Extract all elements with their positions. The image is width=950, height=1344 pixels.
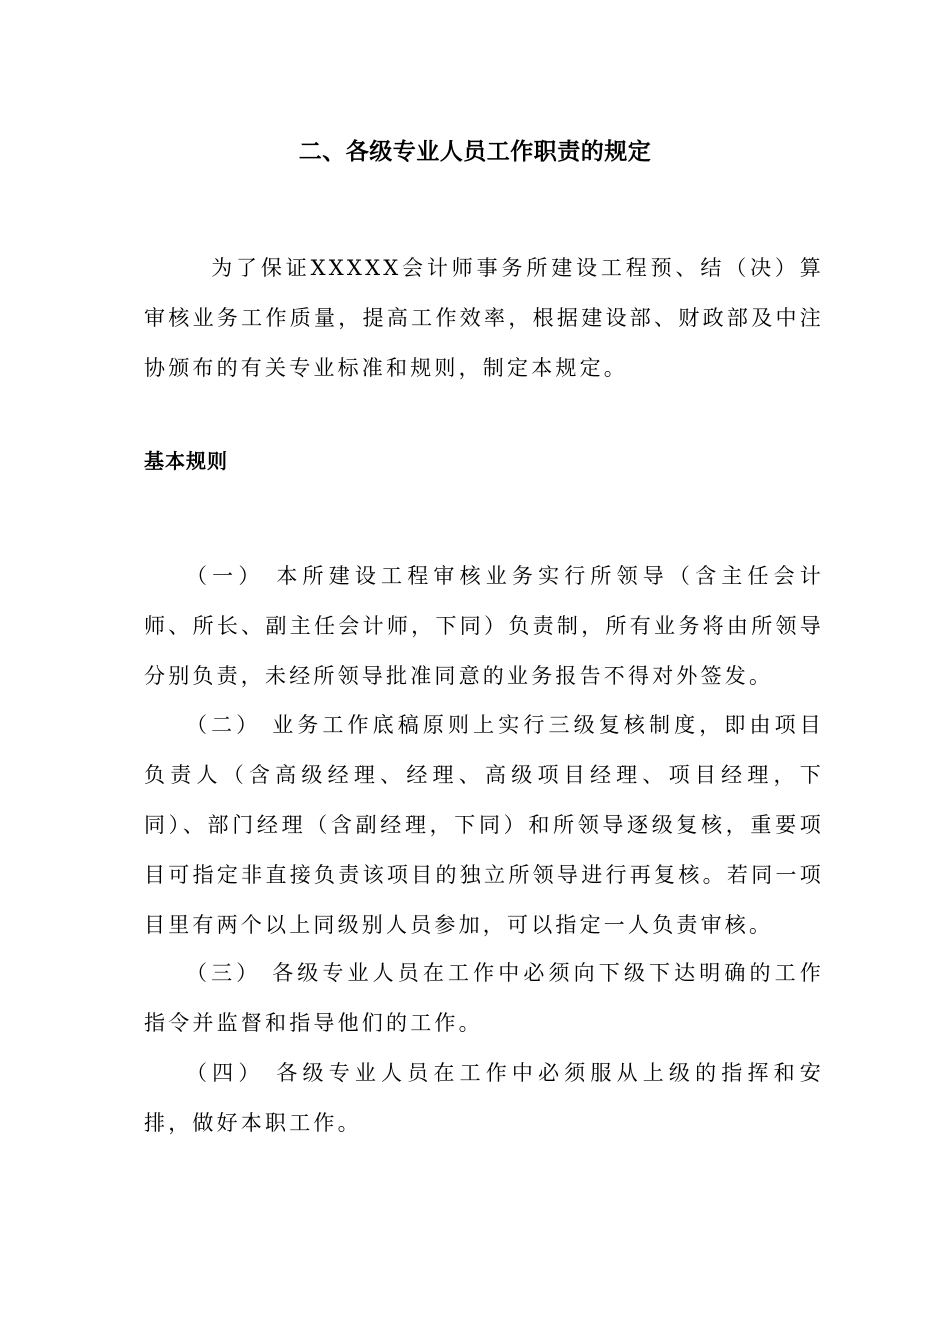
section-heading: 基本规则 bbox=[144, 449, 228, 473]
rule-text-3: 各级专业人员在工作中必须向下级下达明确的工作指令并监督和指导他们的工作。 bbox=[144, 961, 824, 1035]
rule-label-4: （四） bbox=[186, 1061, 265, 1085]
rule-label-3: （三） bbox=[186, 961, 262, 985]
rule-text-4: 各级专业人员在工作中必须服从上级的指挥和安排，做好本职工作。 bbox=[144, 1061, 824, 1135]
rule-label-2: （二） bbox=[186, 713, 262, 737]
intro-paragraph: 为了保证XXXXX会计师事务所建设工程预、结（决）算审核业务工作质量，提高工作效率，根据建设部、财政部及中注协颁布的有关专业标准和规则，制定本规定。 bbox=[144, 256, 824, 380]
rule-paragraph-4 bbox=[144, 1048, 824, 1148]
document-title: 二、各级专业人员工作职责的规定 bbox=[298, 139, 652, 165]
rule-label-1: （一） bbox=[186, 564, 265, 588]
rule-text-1: 本所建设工程审核业务实行所领导（含主任会计师、所长、副主任会计师，下同）负责制，所有业务将由所领导分别负责，未经所领导批准同意的业务报告不得对外签发。 bbox=[144, 564, 824, 688]
rule-paragraph-3 bbox=[144, 948, 824, 1048]
rule-paragraph-1 bbox=[144, 551, 824, 701]
rule-text-2: 业务工作底稿原则上实行三级复核制度，即由项目负责人（含高级经理、经理、高级项目经理、项目经理，下同）、部门经理（含副经理，下同）和所领导逐级复核，重要项目可指定非直接负责该项目的独立所领导进行再复核。若同一项目里有两个以上同级别人员参加，可以指定一人负责审核。 bbox=[144, 713, 824, 937]
rule-paragraph-2 bbox=[144, 700, 824, 950]
